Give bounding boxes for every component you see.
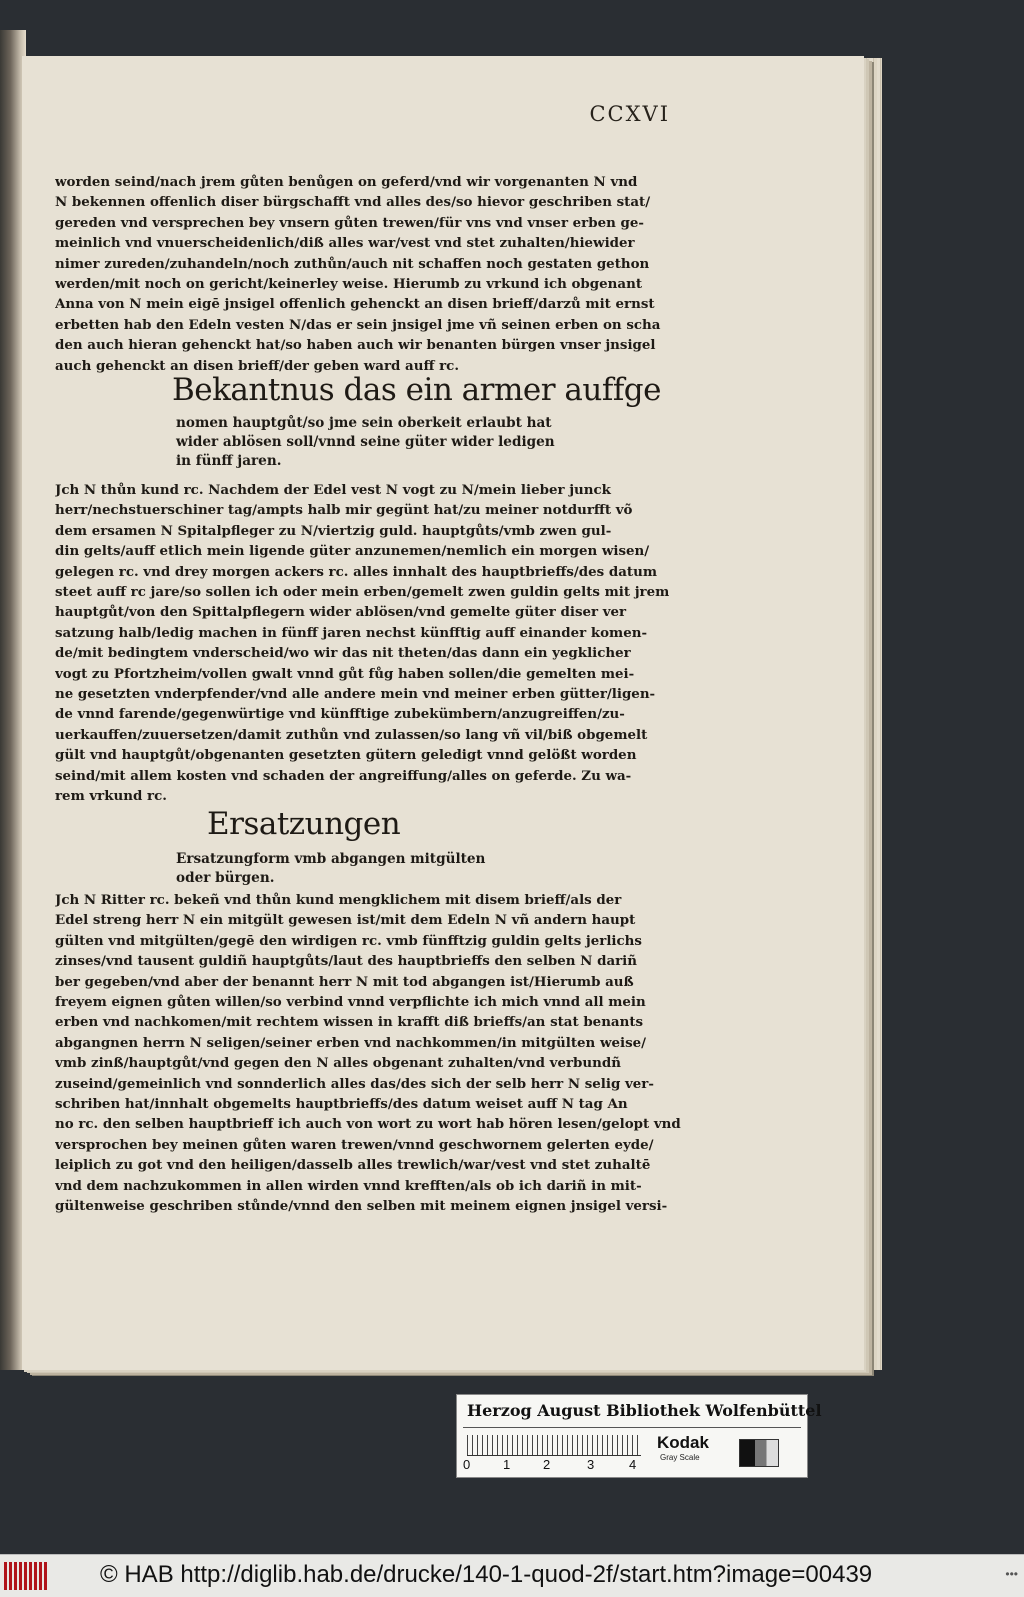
text-line: Jch N Ritter rc. bekeñ vnd thůn kund mengklichem mit disem brieff/als der — [55, 892, 622, 908]
text-line: zuseind/gemeinlich vnd sonnderlich alles das/des sich der selb herr N selig ver- — [55, 1075, 654, 1092]
folio-number: CCXVI — [589, 102, 670, 126]
text-line: oder bürgen. — [176, 870, 275, 887]
ruler-number: 4 — [629, 1457, 637, 1472]
text-line: nomen hauptgůt/so jme sein oberkeit erlaubt hat — [176, 415, 552, 431]
text-line: steet auff rc jare/so sollen ich oder mein erben/gemelt zwen guldin gelts mit jrem — [55, 584, 670, 601]
text-line: Edel streng herr N ein mitgült gewesen ist/mit dem Edeln N vñ andern haupt — [55, 912, 636, 929]
text-line: worden seind/nach jrem gůten benůgen on geferd/vnd wir vorgenanten N vnd — [55, 174, 638, 190]
text-line: nimer zureden/zuhandeln/noch zuthůn/auch nit schaffen noch gestaten gethon — [55, 255, 650, 272]
text-line: gereden vnd versprechen bey vnsern gůten trewen/für vns vnd vnser erben ge- — [55, 214, 644, 231]
text-line: rem vrkund rc. — [55, 788, 167, 805]
text-line: Ersatzungform vmb abgangen mitgülten — [176, 851, 486, 867]
text-line: N bekennen offenlich diser bürgschafft vnd alles des/so hievor geschriben stat/ — [55, 194, 651, 211]
ruler-scale — [467, 1435, 641, 1456]
section-subheading-2 — [176, 850, 485, 888]
section-heading-1: Bekantnus das ein armer auffge — [172, 372, 661, 408]
footer-bar — [0, 1554, 1024, 1597]
section-heading-2: Ersatzungen — [207, 806, 401, 842]
kodak-gray-scale-label: Gray Scale — [660, 1453, 700, 1462]
text-line: vnd dem nachzukommen in allen wirden vnnd krefften/als ob ich dariñ in mit- — [55, 1177, 642, 1194]
paragraph-2 — [55, 480, 698, 807]
text-line: din gelts/auff etlich mein ligende güter anzunemen/nemlich ein morgen wisen/ — [55, 543, 650, 560]
text-line: wider ablösen soll/vnnd seine güter wider ledigen — [176, 434, 555, 451]
text-line: in fünff jaren. — [176, 453, 282, 470]
text-line: hauptgůt/von den Spittalpflegern wider ablösen/vnd gemelte güter diser ver — [55, 604, 627, 621]
kodak-brand: Kodak — [657, 1433, 709, 1452]
text-line: ne gesetzten vnderpfender/vnd alle andere mein vnd meiner erben gütter/ligen- — [55, 686, 656, 703]
text-line: versprochen bey meinen gůten waren trewen/vnnd geschwornem gelerten eyde/ — [55, 1136, 654, 1153]
text-line: Jch N thůn kund rc. Nachdem der Edel vest N vogt zu N/mein lieber junck — [55, 482, 611, 498]
text-line: gülten vnd mitgülten/gegē den wirdigen rc. vmb fünfftzig guldin gelts jerlichs — [55, 932, 642, 949]
text-line: werden/mit noch on gericht/keinerley weise. Hierumb zu vrkund ich obgenant — [55, 276, 643, 293]
ruler-number: 3 — [587, 1457, 595, 1472]
text-line: gelegen rc. vnd drey morgen ackers rc. alles innhalt des hauptbrieffs/des datum — [55, 563, 657, 580]
text-line: freyem eignen gůten willen/so verbind vnnd verpflichte ich mich vnnd all mein — [55, 994, 646, 1011]
ruler-number: 2 — [543, 1457, 551, 1472]
text-line: de vnnd farende/gegenwürtige vnd künfftige zubekümbern/anzugreiffen/zu- — [55, 706, 625, 723]
text-line: erben vnd nachkomen/mit rechtem wissen in krafft diß brieffs/an stat benants — [55, 1014, 644, 1031]
text-line: gült vnd hauptgůt/obgenanten gesetzten gütern geledigt vnnd gelößt worden — [55, 747, 637, 764]
text-line: leiplich zu got vnd den heiligen/dasselb alles trewlich/war/vest vnd stet zuhaltē — [55, 1157, 651, 1174]
text-line: gültenweise geschriben stůnde/vnnd den selben mit meinem eignen jnsigel versi- — [55, 1198, 668, 1215]
text-line: no rc. den selben hauptbrieff ich auch von wort zu wort hab hören lesen/gelopt vnd — [55, 1116, 681, 1133]
text-line: erbetten hab den Edeln vesten N/das er sein jnsigel jme vñ seinen erben on scha — [55, 316, 661, 333]
text-line: seind/mit allem kosten vnd schaden der angreiffung/alles on geferde. Zu wa- — [55, 767, 632, 784]
section-subheading-1 — [176, 414, 555, 472]
text-line: vogt zu Pfortzheim/vollen gwalt vnnd gůt fůg haben sollen/die gemelten mei- — [55, 665, 635, 682]
library-name: Herzog August Bibliothek Wolfenbüttel — [467, 1401, 822, 1420]
card-divider — [463, 1427, 801, 1428]
more-dots-icon[interactable]: ••• — [1005, 1567, 1018, 1581]
text-line: vmb zinß/hauptgůt/vnd gegen den N alles obgenant zuhalten/vnd verbundñ — [55, 1055, 621, 1072]
text-line: Anna von N mein eigē jnsigel offenlich gehenckt an disen brieff/darzů mit ernst — [55, 296, 655, 313]
text-line: uerkauffen/zuuersetzen/damit zuthůn vnd zulassen/so lang vñ vil/biß obgemelt — [55, 726, 648, 743]
library-color-card — [456, 1394, 822, 1478]
text-line: den auch hieran gehenckt hat/so haben auch wir benanten bürgen vnser jnsigel — [55, 337, 656, 354]
ruler-number: 1 — [503, 1457, 511, 1472]
text-line: ber gegeben/vnd aber der benannt herr N mit tod abgangen ist/Hierumb auß — [55, 973, 634, 990]
text-line: satzung halb/ledig machen in fünff jaren nechst künfftig auff einander komen- — [55, 624, 648, 641]
text-line: herr/nechstuerschiner tag/ampts halb mir gegünt hat/zu meiner notdurfft võ — [55, 502, 633, 519]
ruler-number: 0 — [463, 1457, 471, 1472]
text-line: abgangnen herrn N seligen/seiner erben vnd nachkommen/in mitgülten weise/ — [55, 1034, 647, 1051]
text-line: auch gehenckt an disen brieff/der geben ward auff rc. — [55, 357, 459, 374]
text-line: dem ersamen N Spitalpfleger zu N/viertzig guld. hauptgůts/vmb zwen gul- — [55, 522, 612, 539]
hab-logo-icon — [4, 1562, 48, 1590]
text-line: meinlich vnd vnuerscheidenlich/diß alles war/vest vnd stet zuhalten/hiewider — [55, 235, 635, 252]
paragraph-1 — [55, 172, 698, 376]
text-line: schriben hat/innhalt obgemelts hauptbrieffs/des datum weiset auff N tag An — [55, 1096, 628, 1113]
paragraph-3 — [55, 890, 698, 1217]
gray-scale-patches — [739, 1439, 779, 1467]
text-line: de/mit bedingtem vnderscheid/wo wir das nit theten/das dann ein yegklicher — [55, 645, 631, 662]
text-line: zinses/vnd tausent guldiñ hauptgůts/laut des hauptbrieffs den selben N dariñ — [55, 953, 638, 970]
footer-url-text[interactable]: © HAB http://diglib.hab.de/drucke/140-1-quod-2f/start.htm?image=00439 — [100, 1561, 873, 1588]
